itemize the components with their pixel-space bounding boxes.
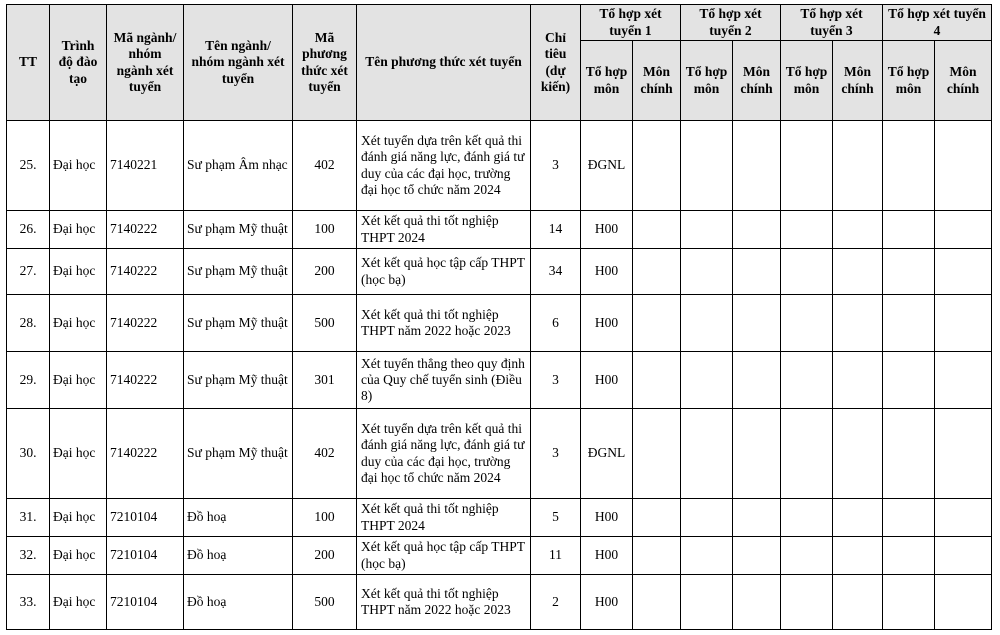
row-blank <box>633 537 681 575</box>
header-main-subject-1: Môn chính <box>633 41 681 121</box>
header-combo-4: Tổ hợp môn <box>883 41 935 121</box>
row-combo-1: ĐGNL <box>581 121 633 211</box>
row-code: 7210104 <box>107 499 184 537</box>
header-combo-2: Tổ hợp môn <box>681 41 733 121</box>
row-code: 7140222 <box>107 352 184 409</box>
row-code: 7140221 <box>107 121 184 211</box>
table-row <box>7 249 992 295</box>
row-blank <box>681 211 733 249</box>
header-main-subject-4: Môn chính <box>935 41 992 121</box>
row-level: Đại học <box>50 575 107 630</box>
row-blank <box>633 499 681 537</box>
header-code: Mã ngành/ nhóm ngành xét tuyển <box>107 5 184 121</box>
row-method-code: 301 <box>293 352 357 409</box>
row-blank <box>733 537 781 575</box>
row-tt: 27. <box>7 249 50 295</box>
admission-table <box>6 4 992 630</box>
row-blank <box>833 352 883 409</box>
row-quota: 2 <box>531 575 581 630</box>
row-blank <box>833 537 883 575</box>
row-code: 7140222 <box>107 249 184 295</box>
row-blank <box>935 211 992 249</box>
header-group-3: Tổ hợp xét tuyển 3 <box>781 5 883 41</box>
row-code: 7210104 <box>107 575 184 630</box>
row-combo-1: H00 <box>581 537 633 575</box>
row-blank <box>833 409 883 499</box>
row-code: 7210104 <box>107 537 184 575</box>
row-blank <box>935 499 992 537</box>
row-level: Đại học <box>50 211 107 249</box>
table-row <box>7 295 992 352</box>
header-main-subject-3: Môn chính <box>833 41 883 121</box>
row-blank <box>733 121 781 211</box>
row-combo-1: ĐGNL <box>581 409 633 499</box>
row-quota: 14 <box>531 211 581 249</box>
row-blank <box>733 295 781 352</box>
row-combo-1: H00 <box>581 295 633 352</box>
row-method-name: Xét tuyển thẳng theo quy định của Quy chế tuyển sinh (Điều 8) <box>357 352 531 409</box>
table-row <box>7 499 992 537</box>
row-blank <box>935 409 992 499</box>
row-blank <box>633 352 681 409</box>
row-blank <box>681 575 733 630</box>
table-body <box>7 121 992 630</box>
row-quota: 11 <box>531 537 581 575</box>
row-level: Đại học <box>50 352 107 409</box>
header-group-4: Tổ hợp xét tuyển 4 <box>883 5 992 41</box>
row-blank <box>781 499 833 537</box>
row-method-name: Xét kết quả thi tốt nghiệp THPT năm 2022 hoặc 2023 <box>357 295 531 352</box>
row-blank <box>781 352 833 409</box>
header-main-subject-2: Môn chính <box>733 41 781 121</box>
table-row <box>7 537 992 575</box>
header-group-1: Tổ hợp xét tuyển 1 <box>581 5 681 41</box>
header-major: Tên ngành/ nhóm ngành xét tuyển <box>184 5 293 121</box>
row-method-code: 100 <box>293 499 357 537</box>
row-combo-1: H00 <box>581 211 633 249</box>
header-method-code: Mã phương thức xét tuyển <box>293 5 357 121</box>
row-code: 7140222 <box>107 211 184 249</box>
row-blank <box>935 575 992 630</box>
table-header <box>7 5 992 121</box>
row-blank <box>781 409 833 499</box>
row-blank <box>883 211 935 249</box>
table-row <box>7 211 992 249</box>
row-tt: 29. <box>7 352 50 409</box>
row-blank <box>781 295 833 352</box>
row-blank <box>935 249 992 295</box>
row-blank <box>935 295 992 352</box>
row-method-name: Xét kết quả học tập cấp THPT (học bạ) <box>357 537 531 575</box>
row-method-name: Xét tuyển dựa trên kết quả thi đánh giá năng lực, đánh giá tư duy của các đại học, trường đại học tổ chức năm 2024 <box>357 121 531 211</box>
row-method-name: Xét kết quả học tập cấp THPT (học bạ) <box>357 249 531 295</box>
row-blank <box>633 121 681 211</box>
row-level: Đại học <box>50 121 107 211</box>
row-blank <box>733 499 781 537</box>
row-tt: 25. <box>7 121 50 211</box>
row-blank <box>681 352 733 409</box>
table-row <box>7 352 992 409</box>
row-blank <box>781 249 833 295</box>
row-blank <box>833 211 883 249</box>
row-blank <box>833 499 883 537</box>
row-blank <box>883 499 935 537</box>
row-tt: 33. <box>7 575 50 630</box>
row-tt: 30. <box>7 409 50 499</box>
row-level: Đại học <box>50 249 107 295</box>
row-major: Sư phạm Mỹ thuật <box>184 409 293 499</box>
row-tt: 31. <box>7 499 50 537</box>
row-blank <box>883 121 935 211</box>
row-method-code: 402 <box>293 409 357 499</box>
row-method-name: Xét kết quả thi tốt nghiệp THPT năm 2022 hoặc 2023 <box>357 575 531 630</box>
row-method-code: 500 <box>293 575 357 630</box>
row-method-name: Xét kết quả thi tốt nghiệp THPT 2024 <box>357 499 531 537</box>
row-blank <box>935 537 992 575</box>
row-blank <box>681 409 733 499</box>
row-blank <box>781 537 833 575</box>
row-method-code: 402 <box>293 121 357 211</box>
header-level: Trình độ đào tạo <box>50 5 107 121</box>
row-blank <box>781 121 833 211</box>
row-major: Đồ hoạ <box>184 575 293 630</box>
row-code: 7140222 <box>107 295 184 352</box>
row-major: Sư phạm Mỹ thuật <box>184 295 293 352</box>
header-quota: Chỉ tiêu (dự kiến) <box>531 5 581 121</box>
row-level: Đại học <box>50 537 107 575</box>
header-method-name: Tên phương thức xét tuyển <box>357 5 531 121</box>
row-blank <box>883 249 935 295</box>
row-combo-1: H00 <box>581 249 633 295</box>
row-tt: 28. <box>7 295 50 352</box>
row-blank <box>681 537 733 575</box>
row-quota: 3 <box>531 121 581 211</box>
row-blank <box>935 121 992 211</box>
row-quota: 3 <box>531 409 581 499</box>
header-group-2: Tổ hợp xét tuyển 2 <box>681 5 781 41</box>
row-code: 7140222 <box>107 409 184 499</box>
row-combo-1: H00 <box>581 352 633 409</box>
row-level: Đại học <box>50 295 107 352</box>
row-method-name: Xét tuyển dựa trên kết quả thi đánh giá năng lực, đánh giá tư duy của các đại học, trường đại học tổ chức năm 2024 <box>357 409 531 499</box>
header-combo-3: Tổ hợp môn <box>781 41 833 121</box>
row-blank <box>883 537 935 575</box>
row-blank <box>633 211 681 249</box>
row-quota: 3 <box>531 352 581 409</box>
row-blank <box>733 249 781 295</box>
header-combo-1: Tổ hợp môn <box>581 41 633 121</box>
row-blank <box>883 295 935 352</box>
row-blank <box>633 575 681 630</box>
row-quota: 6 <box>531 295 581 352</box>
row-blank <box>733 352 781 409</box>
row-blank <box>633 295 681 352</box>
row-major: Sư phạm Mỹ thuật <box>184 211 293 249</box>
row-major: Sư phạm Mỹ thuật <box>184 249 293 295</box>
row-blank <box>733 575 781 630</box>
row-blank <box>833 295 883 352</box>
row-combo-1: H00 <box>581 499 633 537</box>
header-tt: TT <box>7 5 50 121</box>
row-tt: 26. <box>7 211 50 249</box>
row-major: Đồ hoạ <box>184 499 293 537</box>
row-quota: 5 <box>531 499 581 537</box>
row-method-code: 500 <box>293 295 357 352</box>
row-method-name: Xét kết quả thi tốt nghiệp THPT 2024 <box>357 211 531 249</box>
row-blank <box>733 409 781 499</box>
row-major: Đồ hoạ <box>184 537 293 575</box>
table-row <box>7 121 992 211</box>
row-major: Sư phạm Mỹ thuật <box>184 352 293 409</box>
row-method-code: 200 <box>293 249 357 295</box>
row-blank <box>633 409 681 499</box>
row-blank <box>681 121 733 211</box>
row-combo-1: H00 <box>581 575 633 630</box>
row-blank <box>681 249 733 295</box>
row-tt: 32. <box>7 537 50 575</box>
row-blank <box>833 121 883 211</box>
row-blank <box>781 575 833 630</box>
row-blank <box>681 499 733 537</box>
row-major: Sư phạm Âm nhạc <box>184 121 293 211</box>
row-blank <box>681 295 733 352</box>
row-blank <box>883 575 935 630</box>
row-level: Đại học <box>50 499 107 537</box>
row-method-code: 100 <box>293 211 357 249</box>
row-blank <box>781 211 833 249</box>
row-quota: 34 <box>531 249 581 295</box>
row-blank <box>883 352 935 409</box>
table-row <box>7 409 992 499</box>
row-blank <box>833 249 883 295</box>
row-level: Đại học <box>50 409 107 499</box>
row-method-code: 200 <box>293 537 357 575</box>
row-blank <box>833 575 883 630</box>
table-row <box>7 575 992 630</box>
row-blank <box>935 352 992 409</box>
row-blank <box>883 409 935 499</box>
row-blank <box>633 249 681 295</box>
row-blank <box>733 211 781 249</box>
